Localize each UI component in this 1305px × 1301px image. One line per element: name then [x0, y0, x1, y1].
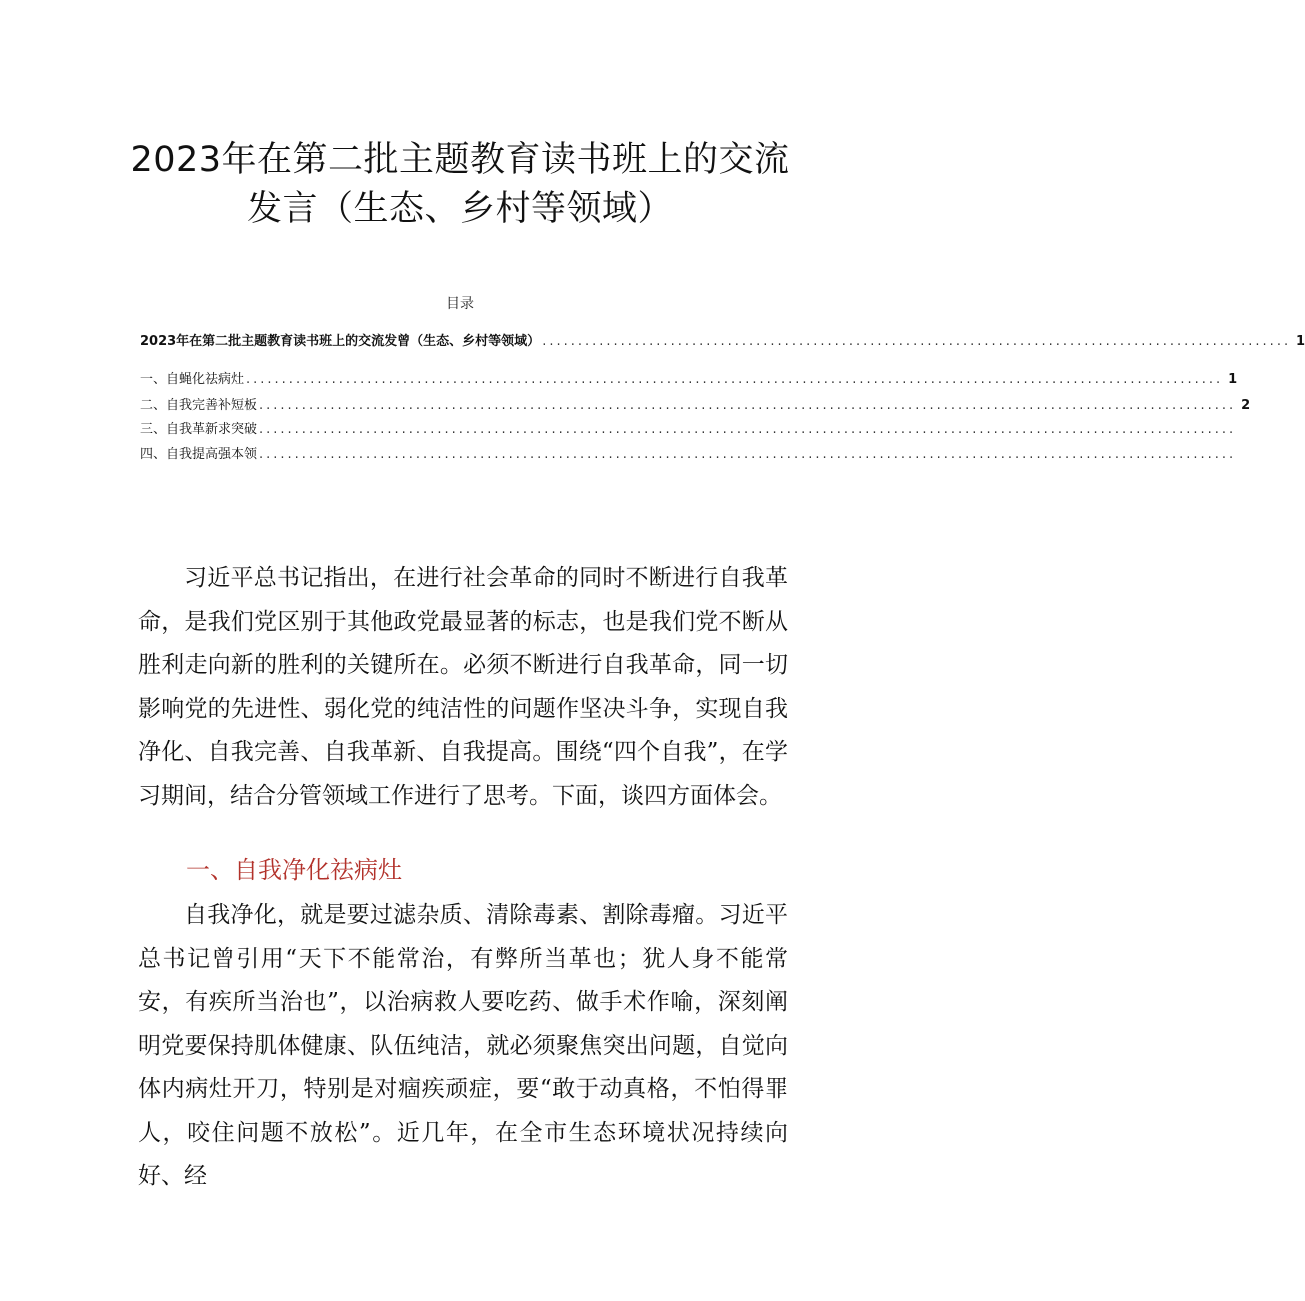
toc-leader-dots: .........................................................................................................................................: [259, 447, 1237, 462]
toc-entry-text: 二、自我完善补短板: [140, 398, 258, 413]
toc-entry-text: 四、自我提高强本领: [140, 447, 258, 462]
toc-page-number: 1: [1296, 334, 1305, 349]
intro-paragraph: 习近平总书记指出，在进行社会革命的同时不断进行自我革命，是我们党区别于其他政党最显著的标志，也是我们党不断从胜利走向新的胜利的关键所在。必须不断进行自我革命，同一切影响党的先进性、弱化党的纯洁性的问题作坚决斗争，实现自我净化、自我完善、自我革新、自我提高。围绕“四个自我”，在学习期间，结合分管领域工作进行了思考。下面，谈四方面体会。: [138, 565, 788, 809]
section-heading-1: 一、自我净化祛病灶: [186, 856, 402, 884]
toc-entry-text: 一、自蝇化祛病灶: [140, 372, 245, 387]
toc-entry-section-2[interactable]: [140, 394, 1251, 413]
toc-leader-dots: .........................................................................................................: [542, 334, 1292, 349]
toc-entry-text: 2023年在第二批主题教育读书班上的交流发曾（生态、乡村等领域）: [140, 334, 541, 349]
document-title-line-2: 发言（生态、乡村等领域）: [246, 189, 673, 229]
document-title-line-1: 2023年在第二批主题教育读书班上的交流: [130, 140, 790, 180]
toc-entry-section-1[interactable]: [140, 368, 1238, 387]
toc-page-number: 1: [1228, 372, 1238, 387]
toc-entry-title[interactable]: [140, 330, 1305, 349]
section-1-paragraph: 自我净化，就是要过滤杂质、清除毒素、割除毒瘤。习近平总书记曾引用“天下不能常治，有弊所当革也；犹人身不能常安，有疾所当治也”，以治病救人要吃药、做手术作喻，深刻阐明党要保持肌体健康、队伍纯洁，就必须聚焦突出问题，自觉向体内病灶开刀，特别是对痼疾顽症，要“敢于动真格，不怕得罪人，咬住问题不放松”。近几年，在全市生态环境状况持续向好、经: [138, 902, 788, 1189]
toc-leader-dots: .........................................................................................................................................: [246, 372, 1224, 387]
toc-entry-section-4[interactable]: [140, 443, 1237, 462]
toc-page-number: 2: [1241, 398, 1251, 413]
toc-entry-section-3[interactable]: [140, 418, 1237, 437]
toc-heading: 目录: [446, 296, 474, 312]
toc-entry-text: 三、自我革新求突破: [140, 422, 258, 437]
toc-leader-dots: .........................................................................................................................................: [259, 398, 1237, 413]
toc-leader-dots: .........................................................................................................................................: [259, 422, 1237, 437]
